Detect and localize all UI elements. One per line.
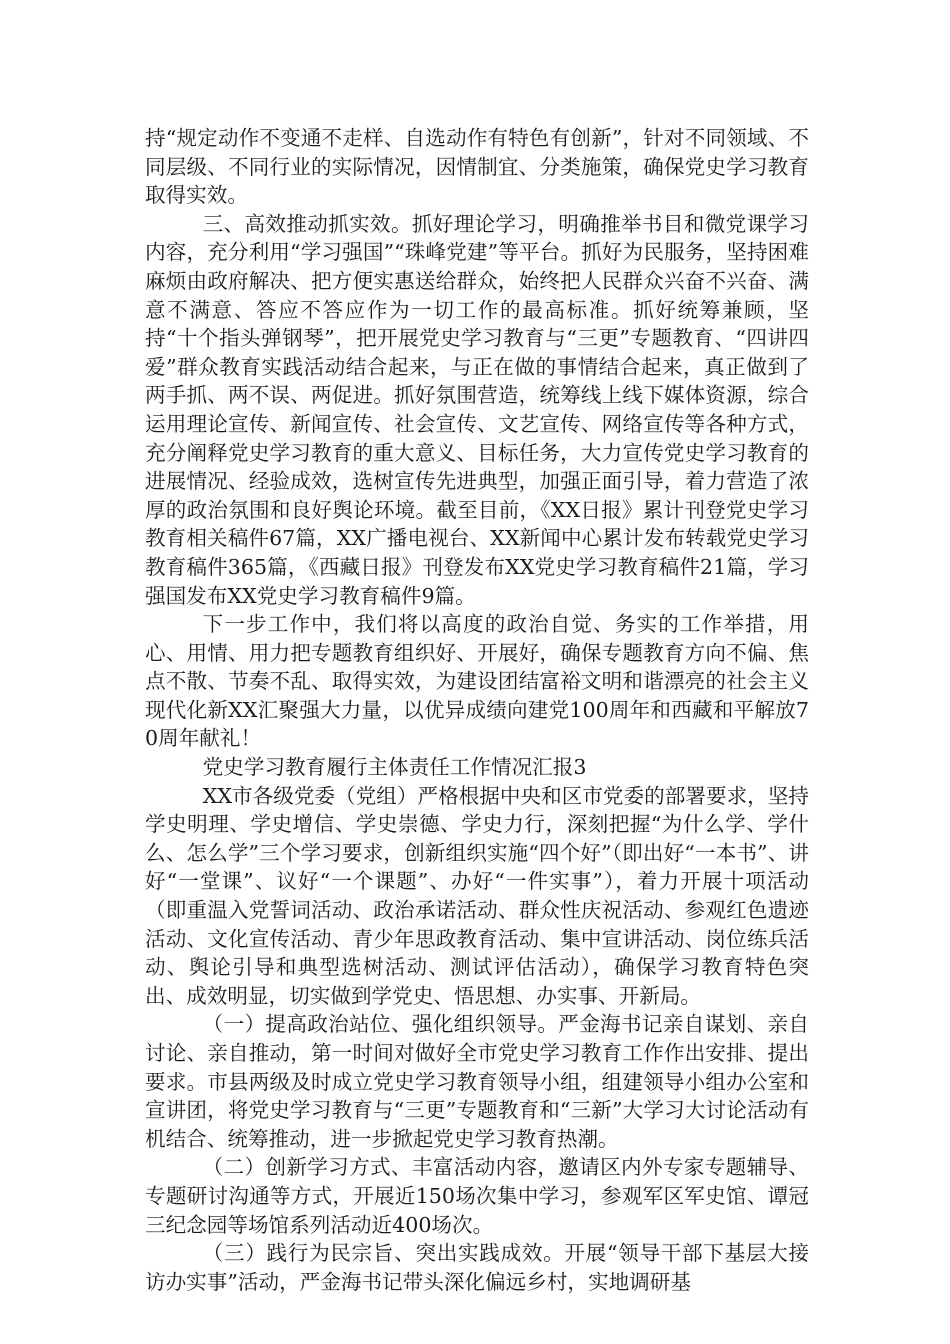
paragraph-item-three: （三）践行为民宗旨、突出实践成效。开展“领导干部下基层大接访办实事”活动，严金海书记带头深化偏远乡村，实地调研基 (145, 1241, 809, 1294)
paragraph-section-three: 三、高效推动抓实效。抓好理论学习，明确推举书目和微党课学习内容，充分利用“学习强国”“珠峰党建”等平台。抓好为民服务，坚持困难麻烦由政府解决、把方便实惠送给群众，始终把人民群众兴奋不兴奋、满意不满意、答应不答应作为一切工作的最高标准。抓好统筹兼顾，坚持“十个指头弹钢琴”，把开展党史学习教育与“三更”专题教育、“四讲四爱”群众教育实践活动结合起来，与正在做的事情结合起来，真正做到了两手抓、两不误、两促进。抓好氛围营造，统筹线上线下媒体资源，综合运用理论宣传、新闻宣传、社会宣传、文艺宣传、网络宣传等各种方式，充分阐释党史学习教育的重大意义、目标任务，大力宣传党史学习教育的进展情况、经验成效，选树宣传先进典型，加强正面引导，着力营造了浓厚的政治氛围和良好舆论环境。截至目前，《XX日报》累计刊登党史学习教育相关稿件67篇，XX广播电视台、XX新闻中心累计发布转载党史学习教育稿件365篇，《西藏日报》刊登发布XX党史学习教育稿件21篇，学习强国发布XX党史学习教育稿件9篇。 (145, 211, 809, 608)
paragraph-continuation: 持“规定动作不变通不走样、自选动作有特色有创新”，针对不同领域、不同层级、不同行业的实际情况，因情制宜、分类施策，确保党史学习教育取得实效。 (145, 126, 809, 208)
report-title: 党史学习教育履行主体责任工作情况汇报3 (202, 755, 587, 780)
paragraph-intro: XX市各级党委（党组）严格根据中央和区市党委的部署要求，坚持学史明理、学史增信、学史崇德、学史力行，深刻把握“为什么学、学什么、怎么学”三个学习要求，创新组织实施“四个好”（即出好“一本书”、讲好“一堂课”、议好“一个课题”、办好“一件实事”），着力开展十项活动（即重温入党誓词活动、政治承诺活动、群众性庆祝活动、参观红色遗迹活动、文化宣传活动、青少年思政教育活动、集中宣讲活动、岗位练兵活动、舆论引导和典型选树活动、测试评估活动），确保学习教育特色突出、成效明显，切实做到学党史、悟思想、办实事、开新局。 (145, 783, 809, 1008)
paragraph-item-one: （一）提高政治站位、强化组织领导。严金海书记亲自谋划、亲自讨论、亲自推动，第一时间对做好全市党史学习教育工作作出安排、提出要求。市县两级及时成立党史学习教育领导小组，组建领导小组办公室和宣讲团，将党史学习教育与“三更”专题教育和“三新”大学习大讨论活动有机结合、统筹推动，进一步掀起党史学习教育热潮。 (145, 1012, 809, 1151)
paragraph-item-two: （二）创新学习方式、丰富活动内容，邀请区内外专家专题辅导、专题研讨沟通等方式，开展近150场次集中学习，参观军区军史馆、谭冠三纪念园等场馆系列活动近400场次。 (145, 1155, 809, 1237)
document-body (145, 124, 809, 1296)
paragraph-next-steps: 下一步工作中，我们将以高度的政治自觉、务实的工作举措，用心、用情、用力把专题教育组织好、开展好，确保专题教育方向不偏、焦点不散、节奏不乱、取得实效，为建设团结富裕文明和谐漂亮的社会主义现代化新XX汇聚强大力量，以优异成绩向建党100周年和西藏和平解放70周年献礼！ (145, 612, 809, 751)
